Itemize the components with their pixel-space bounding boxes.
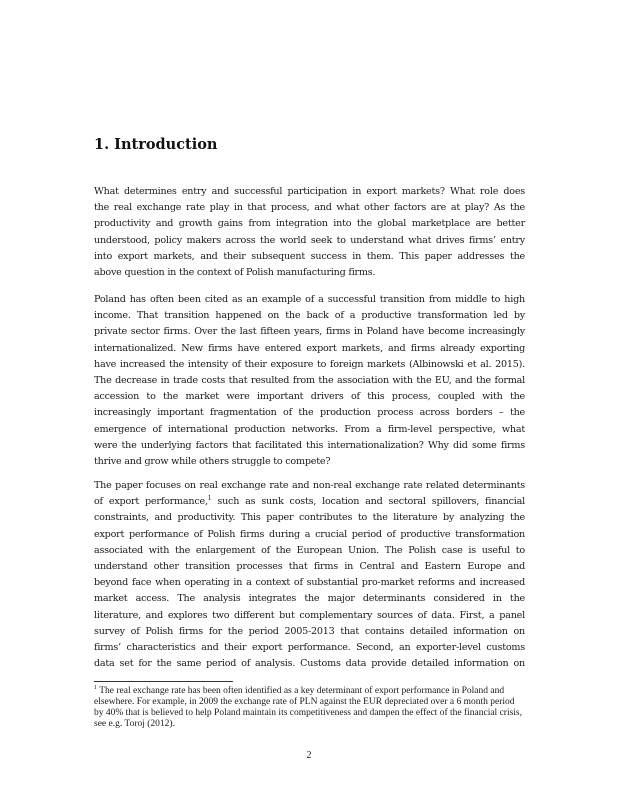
text-line: into export markets, and their subsequent success in them. This paper addresses the xyxy=(94,250,525,262)
text-line: constraints, and productivity. This paper contributes to the literature by analyzing the xyxy=(94,512,525,524)
footnote-line: by 40% that is believed to help Poland maintain its competitiveness and dampen the effect of the financial crisis, xyxy=(94,708,523,718)
text-line: market access. The analysis integrates the major determinants considered in the xyxy=(94,593,525,605)
text-run: of export performance, xyxy=(94,496,208,508)
text-line: export performance of Polish firms during a crucial period of productive transformation xyxy=(94,528,525,540)
footnote-line: see e.g. Toroj (2012). xyxy=(94,719,175,729)
text-line: the real exchange rate play in that process, and what other factors are at play? As the xyxy=(94,202,525,214)
text-line: beyond face when operating in a context of substantial pro-market reforms and increased xyxy=(94,577,525,589)
text-line: What determines entry and successful participation in export markets? What role does xyxy=(94,186,525,197)
text-line: Poland has often been cited as an example of a successful transition from middle to high xyxy=(94,294,525,305)
text-line: data set for the same period of analysis. Customs data provide detailed information on xyxy=(94,658,525,670)
text-line-with-note xyxy=(94,494,525,510)
text-line: have increased the intensity of their exposure to foreign markets (Albinowski et al. 2015). xyxy=(94,358,525,370)
footnote-separator xyxy=(94,681,233,682)
paragraph-2 xyxy=(94,292,525,470)
text-line: associated with the enlargement of the European Union. The Polish case is useful to xyxy=(94,544,525,556)
text-line: literature, and explores two different but complementary sources of data. First, a panel xyxy=(94,609,525,621)
text-line: The paper focuses on real exchange rate and non-real exchange rate related determinants xyxy=(94,480,525,491)
text-line: thrive and grow while others struggle to compete? xyxy=(94,456,331,468)
text-line: understand other transition processes that firms in Central and Eastern Europe and xyxy=(94,561,525,573)
paragraph-1 xyxy=(94,184,525,281)
text-run: The real exchange rate has been often identified as a key determinant of export performance in Poland and xyxy=(97,686,505,696)
text-line: firms’ characteristics and their export performance. Second, an exporter-level customs xyxy=(94,642,525,654)
text-line: survey of Polish firms for the period 2005-2013 that contains detailed information on xyxy=(94,625,525,637)
text-line: understood, policy makers across the world seek to understand what drives firms’ entry xyxy=(94,234,525,246)
paragraph-3 xyxy=(94,478,525,672)
text-line: were the underlying factors that facilitated this internationalization? Why did some firms xyxy=(94,439,525,451)
text-line: The decrease in trade costs that resulted from the association with the EU, and the formal xyxy=(94,375,525,387)
text-line: accession to the market were important drivers of this process, coupled with the xyxy=(94,391,525,403)
footnote-line: elsewhere. For example, in 2009 the exchange rate of PLN against the EUR depreciated over a 6 month period xyxy=(94,697,515,707)
text-line: above question in the context of Polish manufacturing firms. xyxy=(94,267,376,279)
footnote-reference[interactable]: 1 xyxy=(207,495,212,503)
text-line: income. That transition happened on the back of a productive transformation led by xyxy=(94,310,525,322)
section-heading: 1. Introduction xyxy=(94,136,218,153)
text-line: increasingly important fragmentation of the production process across borders – the xyxy=(94,407,525,419)
footnote-1 xyxy=(94,686,525,730)
text-line: productivity and growth gains from integration into the global marketplace are better xyxy=(94,218,525,230)
text-line: emergence of international production networks. From a firm-level perspective, what xyxy=(94,423,525,435)
page-number: 2 xyxy=(306,750,312,761)
text-line: private sector firms. Over the last fifteen years, firms in Poland have become increasingly xyxy=(94,326,525,338)
text-line: internationalized. New firms have entered export markets, and firms already exporting xyxy=(94,342,525,354)
text-run: such as sunk costs, location and sectoral spillovers, financial xyxy=(211,496,525,508)
footnote-line xyxy=(94,686,525,697)
footnote-marker: 1 xyxy=(94,685,97,691)
